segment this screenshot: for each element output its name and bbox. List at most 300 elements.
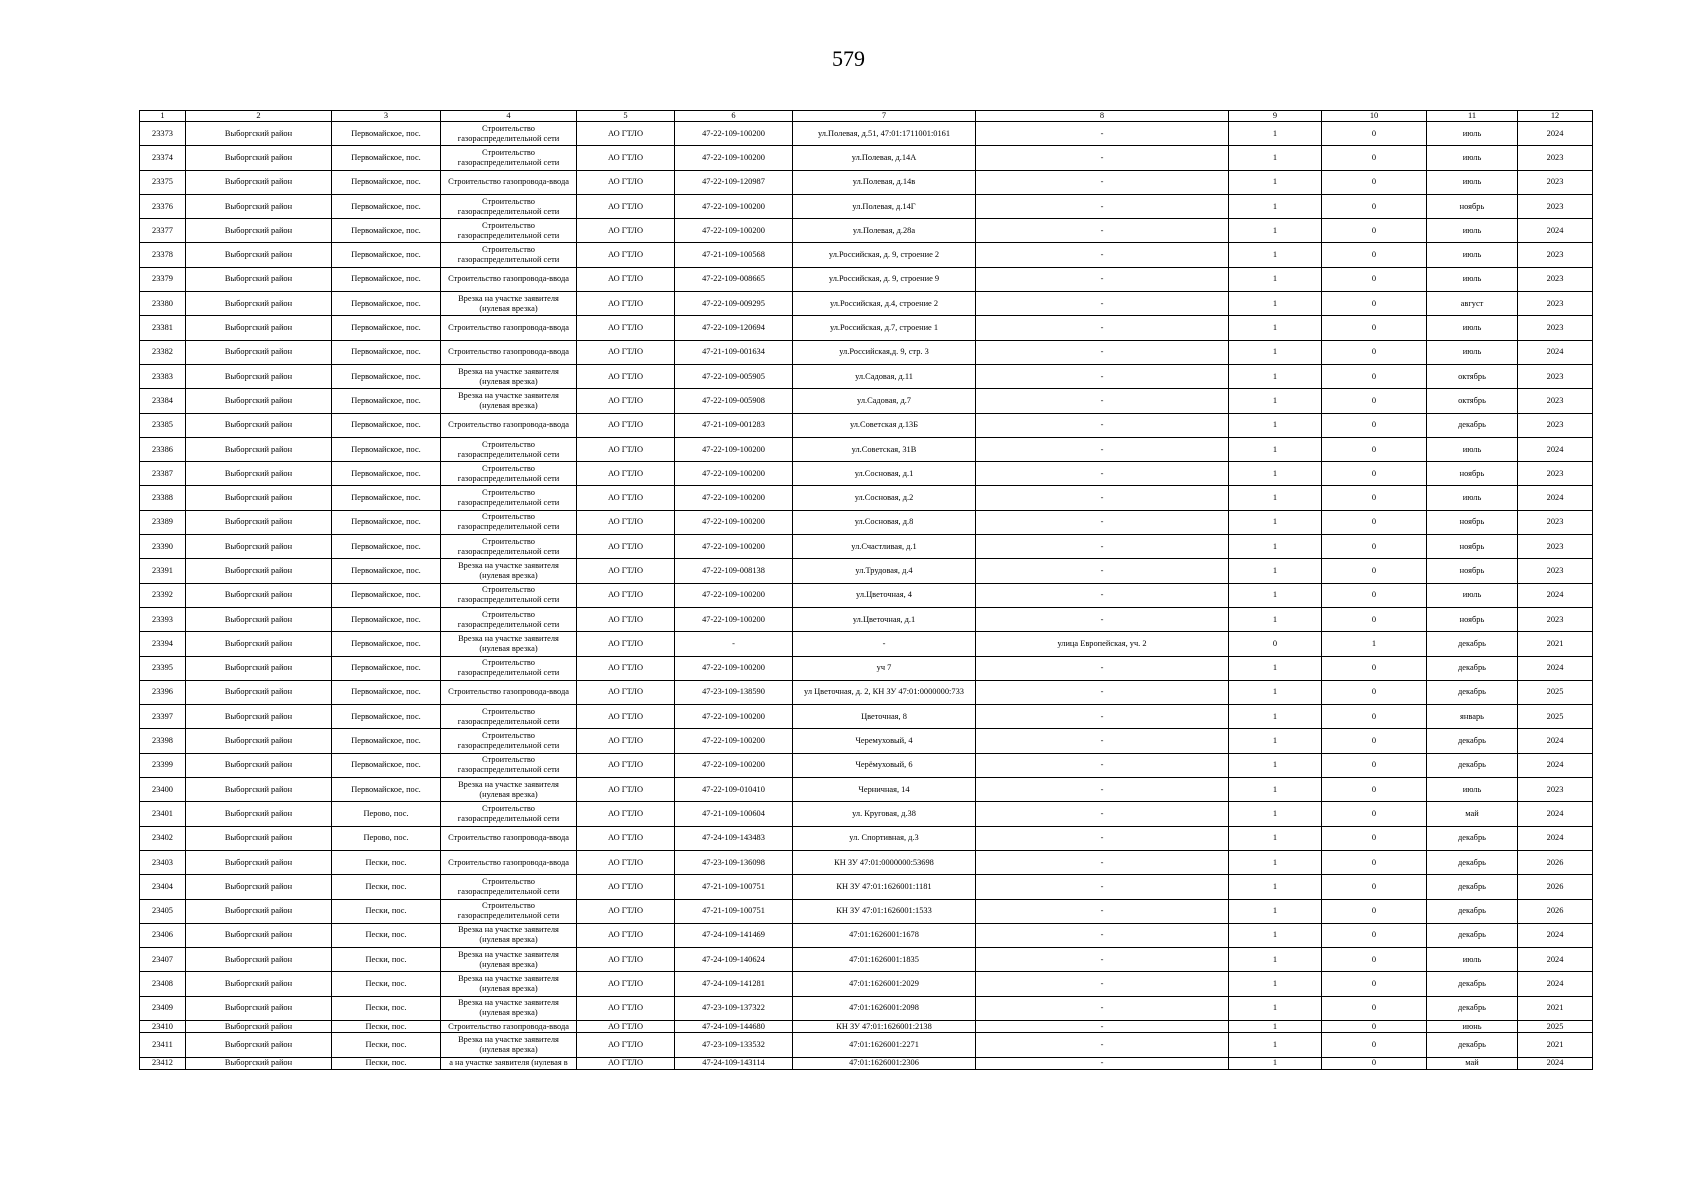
address-cell: уч 7 bbox=[793, 656, 976, 680]
settlement-cell: Пески, пос. bbox=[332, 1020, 441, 1032]
organization-cell: АО ГТЛО bbox=[577, 1020, 675, 1032]
district-cell: Выборгский район bbox=[186, 972, 332, 996]
address-cell: ул.Советская д.13Б bbox=[793, 413, 976, 437]
table-row bbox=[140, 875, 1593, 899]
application-number-cell: 47-22-109-100200 bbox=[675, 462, 793, 486]
header-row bbox=[140, 111, 1593, 122]
month-cell: июль bbox=[1427, 948, 1518, 972]
organization-cell: АО ГТЛО bbox=[577, 510, 675, 534]
year-cell: 2023 bbox=[1518, 170, 1593, 194]
work-type-cell: Врезка на участке заявителя (нулевая врезка) bbox=[441, 923, 577, 947]
row-number-cell: 23385 bbox=[140, 413, 186, 437]
count-alt-cell: 0 bbox=[1322, 778, 1427, 802]
settlement-cell: Первомайское, пос. bbox=[332, 559, 441, 583]
application-number-cell: 47-24-109-141469 bbox=[675, 923, 793, 947]
district-cell: Выборгский район bbox=[186, 753, 332, 777]
row-number-cell: 23379 bbox=[140, 267, 186, 291]
district-cell: Выборгский район bbox=[186, 510, 332, 534]
count-cell: 1 bbox=[1229, 122, 1322, 146]
district-cell: Выборгский район bbox=[186, 948, 332, 972]
table-row bbox=[140, 243, 1593, 267]
other-address-cell: - bbox=[976, 559, 1229, 583]
month-cell: ноябрь bbox=[1427, 535, 1518, 559]
other-address-cell: - bbox=[976, 899, 1229, 923]
work-type-cell: Строительство газораспределительной сети bbox=[441, 510, 577, 534]
year-cell: 2023 bbox=[1518, 267, 1593, 291]
application-number-cell: 47-22-109-100200 bbox=[675, 510, 793, 534]
table-row bbox=[140, 680, 1593, 704]
address-cell: ул.Садовая, д.11 bbox=[793, 364, 976, 388]
count-alt-cell: 0 bbox=[1322, 146, 1427, 170]
table-row bbox=[140, 1057, 1593, 1069]
month-cell: декабрь bbox=[1427, 1033, 1518, 1057]
other-address-cell: - bbox=[976, 535, 1229, 559]
month-cell: декабрь bbox=[1427, 850, 1518, 874]
settlement-cell: Перово, пос. bbox=[332, 802, 441, 826]
work-type-cell: Строительство газораспределительной сети bbox=[441, 583, 577, 607]
month-cell: декабрь bbox=[1427, 413, 1518, 437]
district-cell: Выборгский район bbox=[186, 364, 332, 388]
year-cell: 2023 bbox=[1518, 559, 1593, 583]
settlement-cell: Первомайское, пос. bbox=[332, 413, 441, 437]
organization-cell: АО ГТЛО bbox=[577, 680, 675, 704]
application-number-cell: 47-22-109-100200 bbox=[675, 729, 793, 753]
count-alt-cell: 0 bbox=[1322, 656, 1427, 680]
month-cell: декабрь bbox=[1427, 753, 1518, 777]
year-cell: 2023 bbox=[1518, 778, 1593, 802]
work-type-cell: Строительство газораспределительной сети bbox=[441, 607, 577, 631]
address-cell: 47:01:1626001:1835 bbox=[793, 948, 976, 972]
count-cell: 1 bbox=[1229, 535, 1322, 559]
settlement-cell: Первомайское, пос. bbox=[332, 583, 441, 607]
address-cell: ул Цветочная, д. 2, КН ЗУ 47:01:0000000:733 bbox=[793, 680, 976, 704]
column-header: 5 bbox=[577, 111, 675, 122]
organization-cell: АО ГТЛО bbox=[577, 340, 675, 364]
work-type-cell: Строительство газораспределительной сети bbox=[441, 146, 577, 170]
table-row bbox=[140, 510, 1593, 534]
row-number-cell: 23404 bbox=[140, 875, 186, 899]
address-cell: КН ЗУ 47:01:1626001:2138 bbox=[793, 1020, 976, 1032]
other-address-cell: - bbox=[976, 753, 1229, 777]
other-address-cell: - bbox=[976, 486, 1229, 510]
year-cell: 2024 bbox=[1518, 437, 1593, 461]
organization-cell: АО ГТЛО bbox=[577, 389, 675, 413]
month-cell: июль bbox=[1427, 267, 1518, 291]
organization-cell: АО ГТЛО bbox=[577, 875, 675, 899]
row-number-cell: 23402 bbox=[140, 826, 186, 850]
count-cell: 1 bbox=[1229, 243, 1322, 267]
other-address-cell: - bbox=[976, 826, 1229, 850]
year-cell: 2024 bbox=[1518, 923, 1593, 947]
other-address-cell: - bbox=[976, 316, 1229, 340]
application-number-cell: 47-21-109-100751 bbox=[675, 875, 793, 899]
address-cell: ул.Полевая, д.14А bbox=[793, 146, 976, 170]
application-number-cell: 47-23-109-136098 bbox=[675, 850, 793, 874]
count-cell: 1 bbox=[1229, 802, 1322, 826]
settlement-cell: Первомайское, пос. bbox=[332, 729, 441, 753]
settlement-cell: Первомайское, пос. bbox=[332, 219, 441, 243]
other-address-cell: - bbox=[976, 170, 1229, 194]
application-number-cell: - bbox=[675, 632, 793, 656]
count-cell: 1 bbox=[1229, 219, 1322, 243]
district-cell: Выборгский район bbox=[186, 656, 332, 680]
work-type-cell: а на участке заявителя (нулевая в bbox=[441, 1057, 577, 1069]
other-address-cell: - bbox=[976, 462, 1229, 486]
district-cell: Выборгский район bbox=[186, 680, 332, 704]
year-cell: 2023 bbox=[1518, 146, 1593, 170]
count-cell: 1 bbox=[1229, 729, 1322, 753]
settlement-cell: Первомайское, пос. bbox=[332, 340, 441, 364]
work-type-cell: Строительство газораспределительной сети bbox=[441, 437, 577, 461]
row-number-cell: 23405 bbox=[140, 899, 186, 923]
application-number-cell: 47-22-109-100200 bbox=[675, 753, 793, 777]
other-address-cell: - bbox=[976, 243, 1229, 267]
application-number-cell: 47-21-109-001283 bbox=[675, 413, 793, 437]
organization-cell: АО ГТЛО bbox=[577, 243, 675, 267]
count-cell: 1 bbox=[1229, 607, 1322, 631]
year-cell: 2023 bbox=[1518, 462, 1593, 486]
count-cell: 1 bbox=[1229, 656, 1322, 680]
month-cell: июль bbox=[1427, 219, 1518, 243]
application-number-cell: 47-21-109-100604 bbox=[675, 802, 793, 826]
work-type-cell: Строительство газораспределительной сети bbox=[441, 219, 577, 243]
settlement-cell: Первомайское, пос. bbox=[332, 510, 441, 534]
row-number-cell: 23373 bbox=[140, 122, 186, 146]
district-cell: Выборгский район bbox=[186, 340, 332, 364]
organization-cell: АО ГТЛО bbox=[577, 413, 675, 437]
application-number-cell: 47-22-109-100200 bbox=[675, 486, 793, 510]
row-number-cell: 23401 bbox=[140, 802, 186, 826]
application-number-cell: 47-24-109-143483 bbox=[675, 826, 793, 850]
year-cell: 2024 bbox=[1518, 583, 1593, 607]
application-number-cell: 47-21-109-100568 bbox=[675, 243, 793, 267]
table-row bbox=[140, 1020, 1593, 1032]
address-cell: Черемуховый, 4 bbox=[793, 729, 976, 753]
organization-cell: АО ГТЛО bbox=[577, 1033, 675, 1057]
row-number-cell: 23406 bbox=[140, 923, 186, 947]
application-number-cell: 47-23-109-138590 bbox=[675, 680, 793, 704]
application-number-cell: 47-22-109-100200 bbox=[675, 437, 793, 461]
work-type-cell: Строительство газораспределительной сети bbox=[441, 656, 577, 680]
row-number-cell: 23407 bbox=[140, 948, 186, 972]
table-row bbox=[140, 632, 1593, 656]
table-row bbox=[140, 705, 1593, 729]
work-type-cell: Врезка на участке заявителя (нулевая врезка) bbox=[441, 632, 577, 656]
year-cell: 2024 bbox=[1518, 802, 1593, 826]
month-cell: июль bbox=[1427, 146, 1518, 170]
work-type-cell: Врезка на участке заявителя (нулевая врезка) bbox=[441, 972, 577, 996]
column-header: 11 bbox=[1427, 111, 1518, 122]
count-alt-cell: 0 bbox=[1322, 122, 1427, 146]
count-alt-cell: 0 bbox=[1322, 899, 1427, 923]
other-address-cell: - bbox=[976, 802, 1229, 826]
month-cell: октябрь bbox=[1427, 389, 1518, 413]
address-cell: КН ЗУ 47:01:0000000:53698 bbox=[793, 850, 976, 874]
month-cell: июль bbox=[1427, 340, 1518, 364]
other-address-cell: - bbox=[976, 1057, 1229, 1069]
work-type-cell: Строительство газораспределительной сети bbox=[441, 875, 577, 899]
column-header: 3 bbox=[332, 111, 441, 122]
year-cell: 2023 bbox=[1518, 389, 1593, 413]
row-number-cell: 23411 bbox=[140, 1033, 186, 1057]
organization-cell: АО ГТЛО bbox=[577, 146, 675, 170]
table-row bbox=[140, 486, 1593, 510]
count-cell: 1 bbox=[1229, 972, 1322, 996]
other-address-cell: - bbox=[976, 948, 1229, 972]
district-cell: Выборгский район bbox=[186, 923, 332, 947]
count-cell: 1 bbox=[1229, 1020, 1322, 1032]
settlement-cell: Пески, пос. bbox=[332, 948, 441, 972]
settlement-cell: Первомайское, пос. bbox=[332, 607, 441, 631]
address-cell: 47:01:1626001:2306 bbox=[793, 1057, 976, 1069]
settlement-cell: Пески, пос. bbox=[332, 923, 441, 947]
settlement-cell: Первомайское, пос. bbox=[332, 292, 441, 316]
count-alt-cell: 0 bbox=[1322, 948, 1427, 972]
district-cell: Выборгский район bbox=[186, 729, 332, 753]
address-cell: ул.Сосновая, д.8 bbox=[793, 510, 976, 534]
district-cell: Выборгский район bbox=[186, 996, 332, 1020]
other-address-cell: - bbox=[976, 729, 1229, 753]
table-row bbox=[140, 753, 1593, 777]
settlement-cell: Первомайское, пос. bbox=[332, 486, 441, 510]
count-cell: 1 bbox=[1229, 510, 1322, 534]
column-header: 2 bbox=[186, 111, 332, 122]
work-type-cell: Строительство газопровода-ввода bbox=[441, 267, 577, 291]
column-header: 7 bbox=[793, 111, 976, 122]
count-cell: 1 bbox=[1229, 462, 1322, 486]
work-type-cell: Врезка на участке заявителя (нулевая врезка) bbox=[441, 364, 577, 388]
count-cell: 1 bbox=[1229, 340, 1322, 364]
district-cell: Выборгский район bbox=[186, 316, 332, 340]
row-number-cell: 23381 bbox=[140, 316, 186, 340]
other-address-cell: - bbox=[976, 267, 1229, 291]
count-alt-cell: 1 bbox=[1322, 632, 1427, 656]
settlement-cell: Первомайское, пос. bbox=[332, 194, 441, 218]
year-cell: 2026 bbox=[1518, 899, 1593, 923]
work-type-cell: Строительство газораспределительной сети bbox=[441, 729, 577, 753]
settlement-cell: Первомайское, пос. bbox=[332, 632, 441, 656]
row-number-cell: 23374 bbox=[140, 146, 186, 170]
work-type-cell: Врезка на участке заявителя (нулевая врезка) bbox=[441, 292, 577, 316]
application-number-cell: 47-22-109-100200 bbox=[675, 535, 793, 559]
count-alt-cell: 0 bbox=[1322, 583, 1427, 607]
month-cell: декабрь bbox=[1427, 972, 1518, 996]
settlement-cell: Пески, пос. bbox=[332, 850, 441, 874]
work-type-cell: Врезка на участке заявителя (нулевая врезка) bbox=[441, 948, 577, 972]
other-address-cell: - bbox=[976, 219, 1229, 243]
district-cell: Выборгский район bbox=[186, 292, 332, 316]
table-row bbox=[140, 559, 1593, 583]
count-cell: 1 bbox=[1229, 146, 1322, 170]
row-number-cell: 23392 bbox=[140, 583, 186, 607]
month-cell: декабрь bbox=[1427, 729, 1518, 753]
month-cell: июль bbox=[1427, 316, 1518, 340]
address-cell: ул.Советская, 31В bbox=[793, 437, 976, 461]
district-cell: Выборгский район bbox=[186, 607, 332, 631]
year-cell: 2023 bbox=[1518, 607, 1593, 631]
address-cell: ул.Трудовая, д.4 bbox=[793, 559, 976, 583]
month-cell: декабрь bbox=[1427, 996, 1518, 1020]
table-row bbox=[140, 364, 1593, 388]
table-row bbox=[140, 607, 1593, 631]
month-cell: октябрь bbox=[1427, 364, 1518, 388]
count-cell: 1 bbox=[1229, 267, 1322, 291]
settlement-cell: Первомайское, пос. bbox=[332, 705, 441, 729]
address-cell: ул.Российская,д. 9, стр. 3 bbox=[793, 340, 976, 364]
other-address-cell: - bbox=[976, 437, 1229, 461]
count-alt-cell: 0 bbox=[1322, 389, 1427, 413]
month-cell: июль bbox=[1427, 778, 1518, 802]
column-header: 1 bbox=[140, 111, 186, 122]
count-alt-cell: 0 bbox=[1322, 510, 1427, 534]
month-cell: декабрь bbox=[1427, 826, 1518, 850]
row-number-cell: 23382 bbox=[140, 340, 186, 364]
address-cell: Черничная, 14 bbox=[793, 778, 976, 802]
application-number-cell: 47-24-109-143114 bbox=[675, 1057, 793, 1069]
organization-cell: АО ГТЛО bbox=[577, 607, 675, 631]
table-row bbox=[140, 219, 1593, 243]
count-cell: 1 bbox=[1229, 826, 1322, 850]
application-number-cell: 47-22-109-100200 bbox=[675, 122, 793, 146]
work-type-cell: Строительство газопровода-ввода bbox=[441, 850, 577, 874]
table-row bbox=[140, 948, 1593, 972]
table-row bbox=[140, 340, 1593, 364]
other-address-cell: - bbox=[976, 292, 1229, 316]
year-cell: 2024 bbox=[1518, 753, 1593, 777]
application-number-cell: 47-23-109-133532 bbox=[675, 1033, 793, 1057]
work-type-cell: Строительство газораспределительной сети bbox=[441, 243, 577, 267]
count-alt-cell: 0 bbox=[1322, 1020, 1427, 1032]
organization-cell: АО ГТЛО bbox=[577, 899, 675, 923]
address-cell: 47:01:1626001:2271 bbox=[793, 1033, 976, 1057]
year-cell: 2024 bbox=[1518, 656, 1593, 680]
count-cell: 1 bbox=[1229, 170, 1322, 194]
count-cell: 1 bbox=[1229, 437, 1322, 461]
application-number-cell: 47-24-109-141281 bbox=[675, 972, 793, 996]
table-row bbox=[140, 170, 1593, 194]
count-alt-cell: 0 bbox=[1322, 1057, 1427, 1069]
table-row bbox=[140, 778, 1593, 802]
address-cell: ул. Круговая, д.38 bbox=[793, 802, 976, 826]
settlement-cell: Пески, пос. bbox=[332, 1057, 441, 1069]
organization-cell: АО ГТЛО bbox=[577, 194, 675, 218]
count-alt-cell: 0 bbox=[1322, 705, 1427, 729]
month-cell: июль bbox=[1427, 122, 1518, 146]
settlement-cell: Первомайское, пос. bbox=[332, 243, 441, 267]
application-number-cell: 47-22-109-120694 bbox=[675, 316, 793, 340]
district-cell: Выборгский район bbox=[186, 437, 332, 461]
count-alt-cell: 0 bbox=[1322, 437, 1427, 461]
other-address-cell: - bbox=[976, 194, 1229, 218]
district-cell: Выборгский район bbox=[186, 632, 332, 656]
other-address-cell: - bbox=[976, 656, 1229, 680]
organization-cell: АО ГТЛО bbox=[577, 996, 675, 1020]
count-alt-cell: 0 bbox=[1322, 267, 1427, 291]
work-type-cell: Строительство газораспределительной сети bbox=[441, 705, 577, 729]
organization-cell: АО ГТЛО bbox=[577, 219, 675, 243]
other-address-cell: - bbox=[976, 972, 1229, 996]
row-number-cell: 23408 bbox=[140, 972, 186, 996]
column-header: 12 bbox=[1518, 111, 1593, 122]
district-cell: Выборгский район bbox=[186, 462, 332, 486]
application-number-cell: 47-22-109-010410 bbox=[675, 778, 793, 802]
district-cell: Выборгский район bbox=[186, 1020, 332, 1032]
organization-cell: АО ГТЛО bbox=[577, 1057, 675, 1069]
work-type-cell: Строительство газораспределительной сети bbox=[441, 535, 577, 559]
count-cell: 1 bbox=[1229, 583, 1322, 607]
row-number-cell: 23397 bbox=[140, 705, 186, 729]
month-cell: ноябрь bbox=[1427, 559, 1518, 583]
table-row bbox=[140, 146, 1593, 170]
count-cell: 1 bbox=[1229, 778, 1322, 802]
column-header: 10 bbox=[1322, 111, 1427, 122]
address-cell: ул.Полевая, д.51, 47:01:1711001:0161 bbox=[793, 122, 976, 146]
settlement-cell: Первомайское, пос. bbox=[332, 656, 441, 680]
settlement-cell: Первомайское, пос. bbox=[332, 778, 441, 802]
count-alt-cell: 0 bbox=[1322, 194, 1427, 218]
count-cell: 1 bbox=[1229, 559, 1322, 583]
district-cell: Выборгский район bbox=[186, 170, 332, 194]
address-cell: ул. Спортивная, д.3 bbox=[793, 826, 976, 850]
month-cell: декабрь bbox=[1427, 632, 1518, 656]
other-address-cell: - bbox=[976, 122, 1229, 146]
address-cell: 47:01:1626001:2098 bbox=[793, 996, 976, 1020]
district-cell: Выборгский район bbox=[186, 413, 332, 437]
application-number-cell: 47-22-109-120987 bbox=[675, 170, 793, 194]
other-address-cell: - bbox=[976, 146, 1229, 170]
table-row bbox=[140, 656, 1593, 680]
count-alt-cell: 0 bbox=[1322, 923, 1427, 947]
count-alt-cell: 0 bbox=[1322, 802, 1427, 826]
district-cell: Выборгский район bbox=[186, 194, 332, 218]
year-cell: 2023 bbox=[1518, 364, 1593, 388]
row-number-cell: 23409 bbox=[140, 996, 186, 1020]
district-cell: Выборгский район bbox=[186, 243, 332, 267]
organization-cell: АО ГТЛО bbox=[577, 437, 675, 461]
other-address-cell: - bbox=[976, 996, 1229, 1020]
year-cell: 2024 bbox=[1518, 219, 1593, 243]
other-address-cell: - bbox=[976, 875, 1229, 899]
year-cell: 2024 bbox=[1518, 122, 1593, 146]
settlement-cell: Пески, пос. bbox=[332, 899, 441, 923]
month-cell: июль bbox=[1427, 486, 1518, 510]
settlement-cell: Первомайское, пос. bbox=[332, 122, 441, 146]
organization-cell: АО ГТЛО bbox=[577, 705, 675, 729]
district-cell: Выборгский район bbox=[186, 486, 332, 510]
row-number-cell: 23398 bbox=[140, 729, 186, 753]
application-number-cell: 47-22-109-009295 bbox=[675, 292, 793, 316]
month-cell: июль bbox=[1427, 170, 1518, 194]
organization-cell: АО ГТЛО bbox=[577, 535, 675, 559]
table-row bbox=[140, 826, 1593, 850]
work-type-cell: Врезка на участке заявителя (нулевая врезка) bbox=[441, 559, 577, 583]
organization-cell: АО ГТЛО bbox=[577, 972, 675, 996]
address-cell: ул.Российская, д.7, строение 1 bbox=[793, 316, 976, 340]
other-address-cell: - bbox=[976, 607, 1229, 631]
count-alt-cell: 0 bbox=[1322, 486, 1427, 510]
work-type-cell: Строительство газопровода-ввода bbox=[441, 826, 577, 850]
row-number-cell: 23410 bbox=[140, 1020, 186, 1032]
application-number-cell: 47-22-109-100200 bbox=[675, 219, 793, 243]
table-row bbox=[140, 850, 1593, 874]
other-address-cell: - bbox=[976, 680, 1229, 704]
organization-cell: АО ГТЛО bbox=[577, 656, 675, 680]
address-cell: 47:01:1626001:2029 bbox=[793, 972, 976, 996]
application-number-cell: 47-24-109-140624 bbox=[675, 948, 793, 972]
row-number-cell: 23384 bbox=[140, 389, 186, 413]
organization-cell: АО ГТЛО bbox=[577, 850, 675, 874]
count-cell: 1 bbox=[1229, 389, 1322, 413]
